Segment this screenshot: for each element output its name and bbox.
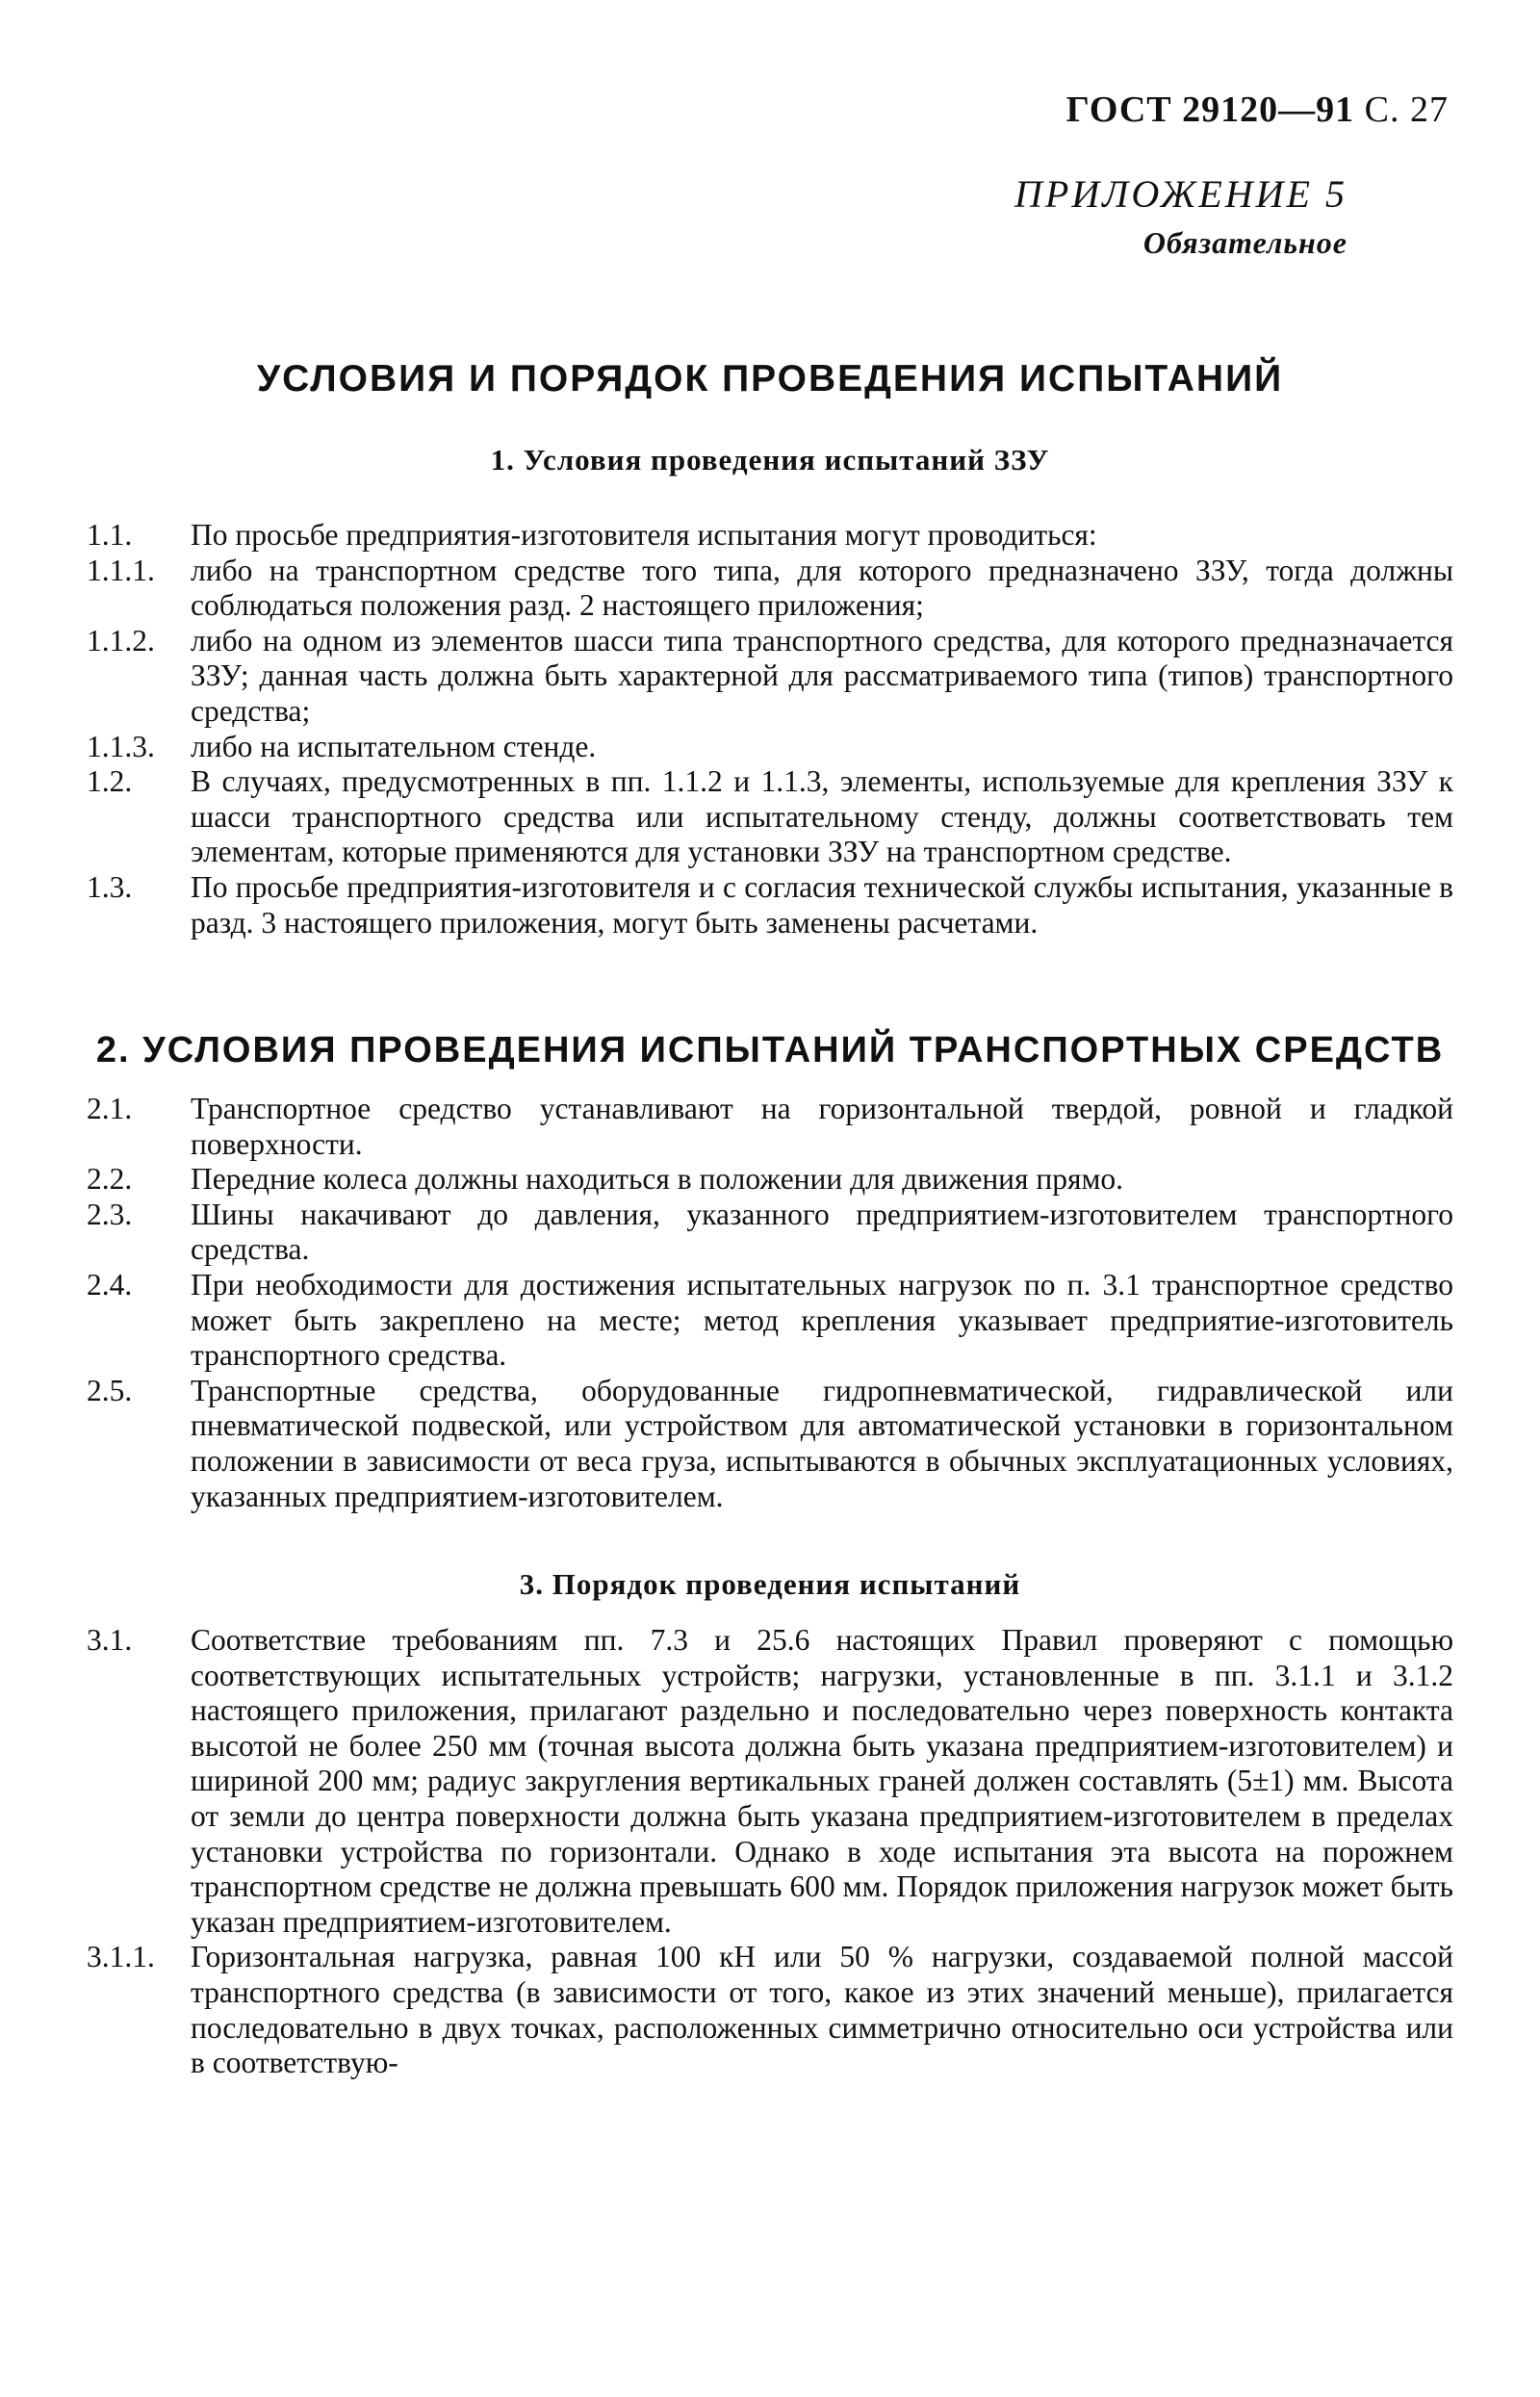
clause xyxy=(87,624,1453,730)
clause-number: 3.1. xyxy=(87,1623,133,1657)
clause-text: Транспортные средства, оборудованные гидропневматической, гидравлической или пневматической подвеской, или устройством для автоматической установки в горизонтальном положении в зависимости от веса груза, испытываются в обычных эксплуатационных условиях, указанных предприятием-изготовителем. xyxy=(191,1373,1453,1513)
appendix-subtitle: Обязательное xyxy=(1142,225,1348,260)
clause-number: 2.5. xyxy=(87,1373,133,1407)
section1-body xyxy=(87,518,1453,941)
clause-text: Шины накачивают до давления, указанного предприятием-изготовителем транспортного средства. xyxy=(191,1197,1453,1267)
clause xyxy=(87,1268,1453,1374)
clause-text: По просьбе предприятия-изготовителя и с согласия технической службы испытания, указанные в разд. 3 настоящего приложения, могут быть заменены расчетами. xyxy=(191,869,1453,940)
clause-number: 1.3. xyxy=(87,869,133,904)
section3-body xyxy=(87,1623,1453,2081)
clause-number: 3.1.1. xyxy=(87,1940,155,1974)
clause xyxy=(87,730,1453,765)
clause xyxy=(87,870,1453,941)
clause-text: В случаях, предусмотренных в пп. 1.1.2 и 1.1.3, элементы, используемые для крепления ЗЗУ к шасси транспортного средства или испытательному стенду, должны соответствовать тем элементам, которые применяются для установки ЗЗУ на транспортном средстве. xyxy=(191,764,1453,869)
clause-text: Соответствие требованиям пп. 7.3 и 25.6 настоящих Правил проверяют с помощью соответствующих испытательных устройств; нагрузки, установленные в пп. 3.1.1 и 3.1.2 настоящего приложения, прилагают раздельно и последовательно через поверхность контакта высотой не более 250 мм (точная высота должна быть указана предприятием-изготовителем) и шириной 200 мм; радиус закругления вертикальных граней должен составлять (5±1) мм. Высота от земли до центра поверхности должна быть указана предприятием-изготовителем в пределах установки устройства по горизонтали. Однако в ходе испытания эта высота на порожнем транспортном средстве не должна превышать 600 мм. Порядок приложения нагрузок может быть указан предприятием-изготовителем. xyxy=(191,1623,1453,1939)
section2-body xyxy=(87,1092,1453,1514)
clause-text: При необходимости для достижения испытательных нагрузок по п. 3.1 транспортное средство может быть закреплено на месте; метод крепления указывает предприятие-изготовитель транспортного средства. xyxy=(191,1267,1453,1373)
clause xyxy=(87,554,1453,624)
clause-number: 2.1. xyxy=(87,1092,133,1125)
main-title: УСЛОВИЯ И ПОРЯДОК ПРОВЕДЕНИЯ ИСПЫТАНИЙ xyxy=(256,358,1284,400)
clause-number: 1.1. xyxy=(87,518,133,552)
section1-heading: 1. Условия проведения испытаний ЗЗУ xyxy=(490,443,1050,477)
clause-text: Передние колеса должны находиться в положении для движения прямо. xyxy=(191,1162,1124,1197)
clause xyxy=(87,1940,1453,2080)
page-number: С. 27 xyxy=(1364,90,1449,130)
clause-number: 2.3. xyxy=(87,1197,133,1231)
clause xyxy=(87,1374,1453,1514)
clause xyxy=(87,764,1453,870)
clause xyxy=(87,518,1453,554)
section3-heading: 3. Порядок проведения испытаний xyxy=(519,1567,1021,1601)
clause-text: По просьбе предприятия-изготовителя испытания могут проводиться: xyxy=(191,518,1097,552)
clause xyxy=(87,1092,1453,1162)
standard-number: ГОСТ 29120—91 xyxy=(1065,90,1355,130)
clause-text: Транспортное средство устанавливают на горизонтальной твердой, ровной и гладкой поверхности. xyxy=(191,1092,1453,1161)
clause-number: 1.1.1. xyxy=(87,553,155,587)
clause-text: либо на одном из элементов шасси типа транспортного средства, для которого предназначается ЗЗУ; данная часть должна быть характерной для рассматриваемого типа (типов) транспортного средства; xyxy=(191,623,1453,728)
clause xyxy=(87,1198,1453,1268)
clause-text: либо на испытательном стенде. xyxy=(191,729,597,763)
clause xyxy=(87,1623,1453,1940)
page-header xyxy=(1066,89,1449,131)
appendix-title: ПРИЛОЖЕНИЕ 5 xyxy=(1014,172,1348,216)
clause-number: 1.1.3. xyxy=(87,729,155,763)
clause-text: Горизонтальная нагрузка, равная 100 кН или 50 % нагрузки, создаваемой полной массой транспортного средства (в зависимости от того, какое из этих значений меньше), прилагается последовательно в двух точках, расположенных симметрично относительно оси устройства или в соответствую- xyxy=(191,1940,1453,2080)
clause-number: 2.4. xyxy=(87,1267,133,1302)
clause-number: 1.1.2. xyxy=(87,623,155,657)
section2-heading: 2. УСЛОВИЯ ПРОВЕДЕНИЯ ИСПЫТАНИЙ ТРАНСПОРТНЫХ СРЕДСТВ xyxy=(95,1030,1445,1070)
clause-number: 1.2. xyxy=(87,764,133,799)
clause-number: 2.2. xyxy=(87,1162,133,1197)
clause xyxy=(87,1162,1453,1198)
clause-text: либо на транспортном средстве того типа, для которого предназначено ЗЗУ, тогда должны соблюдаться положения разд. 2 настоящего приложения; xyxy=(191,553,1453,623)
